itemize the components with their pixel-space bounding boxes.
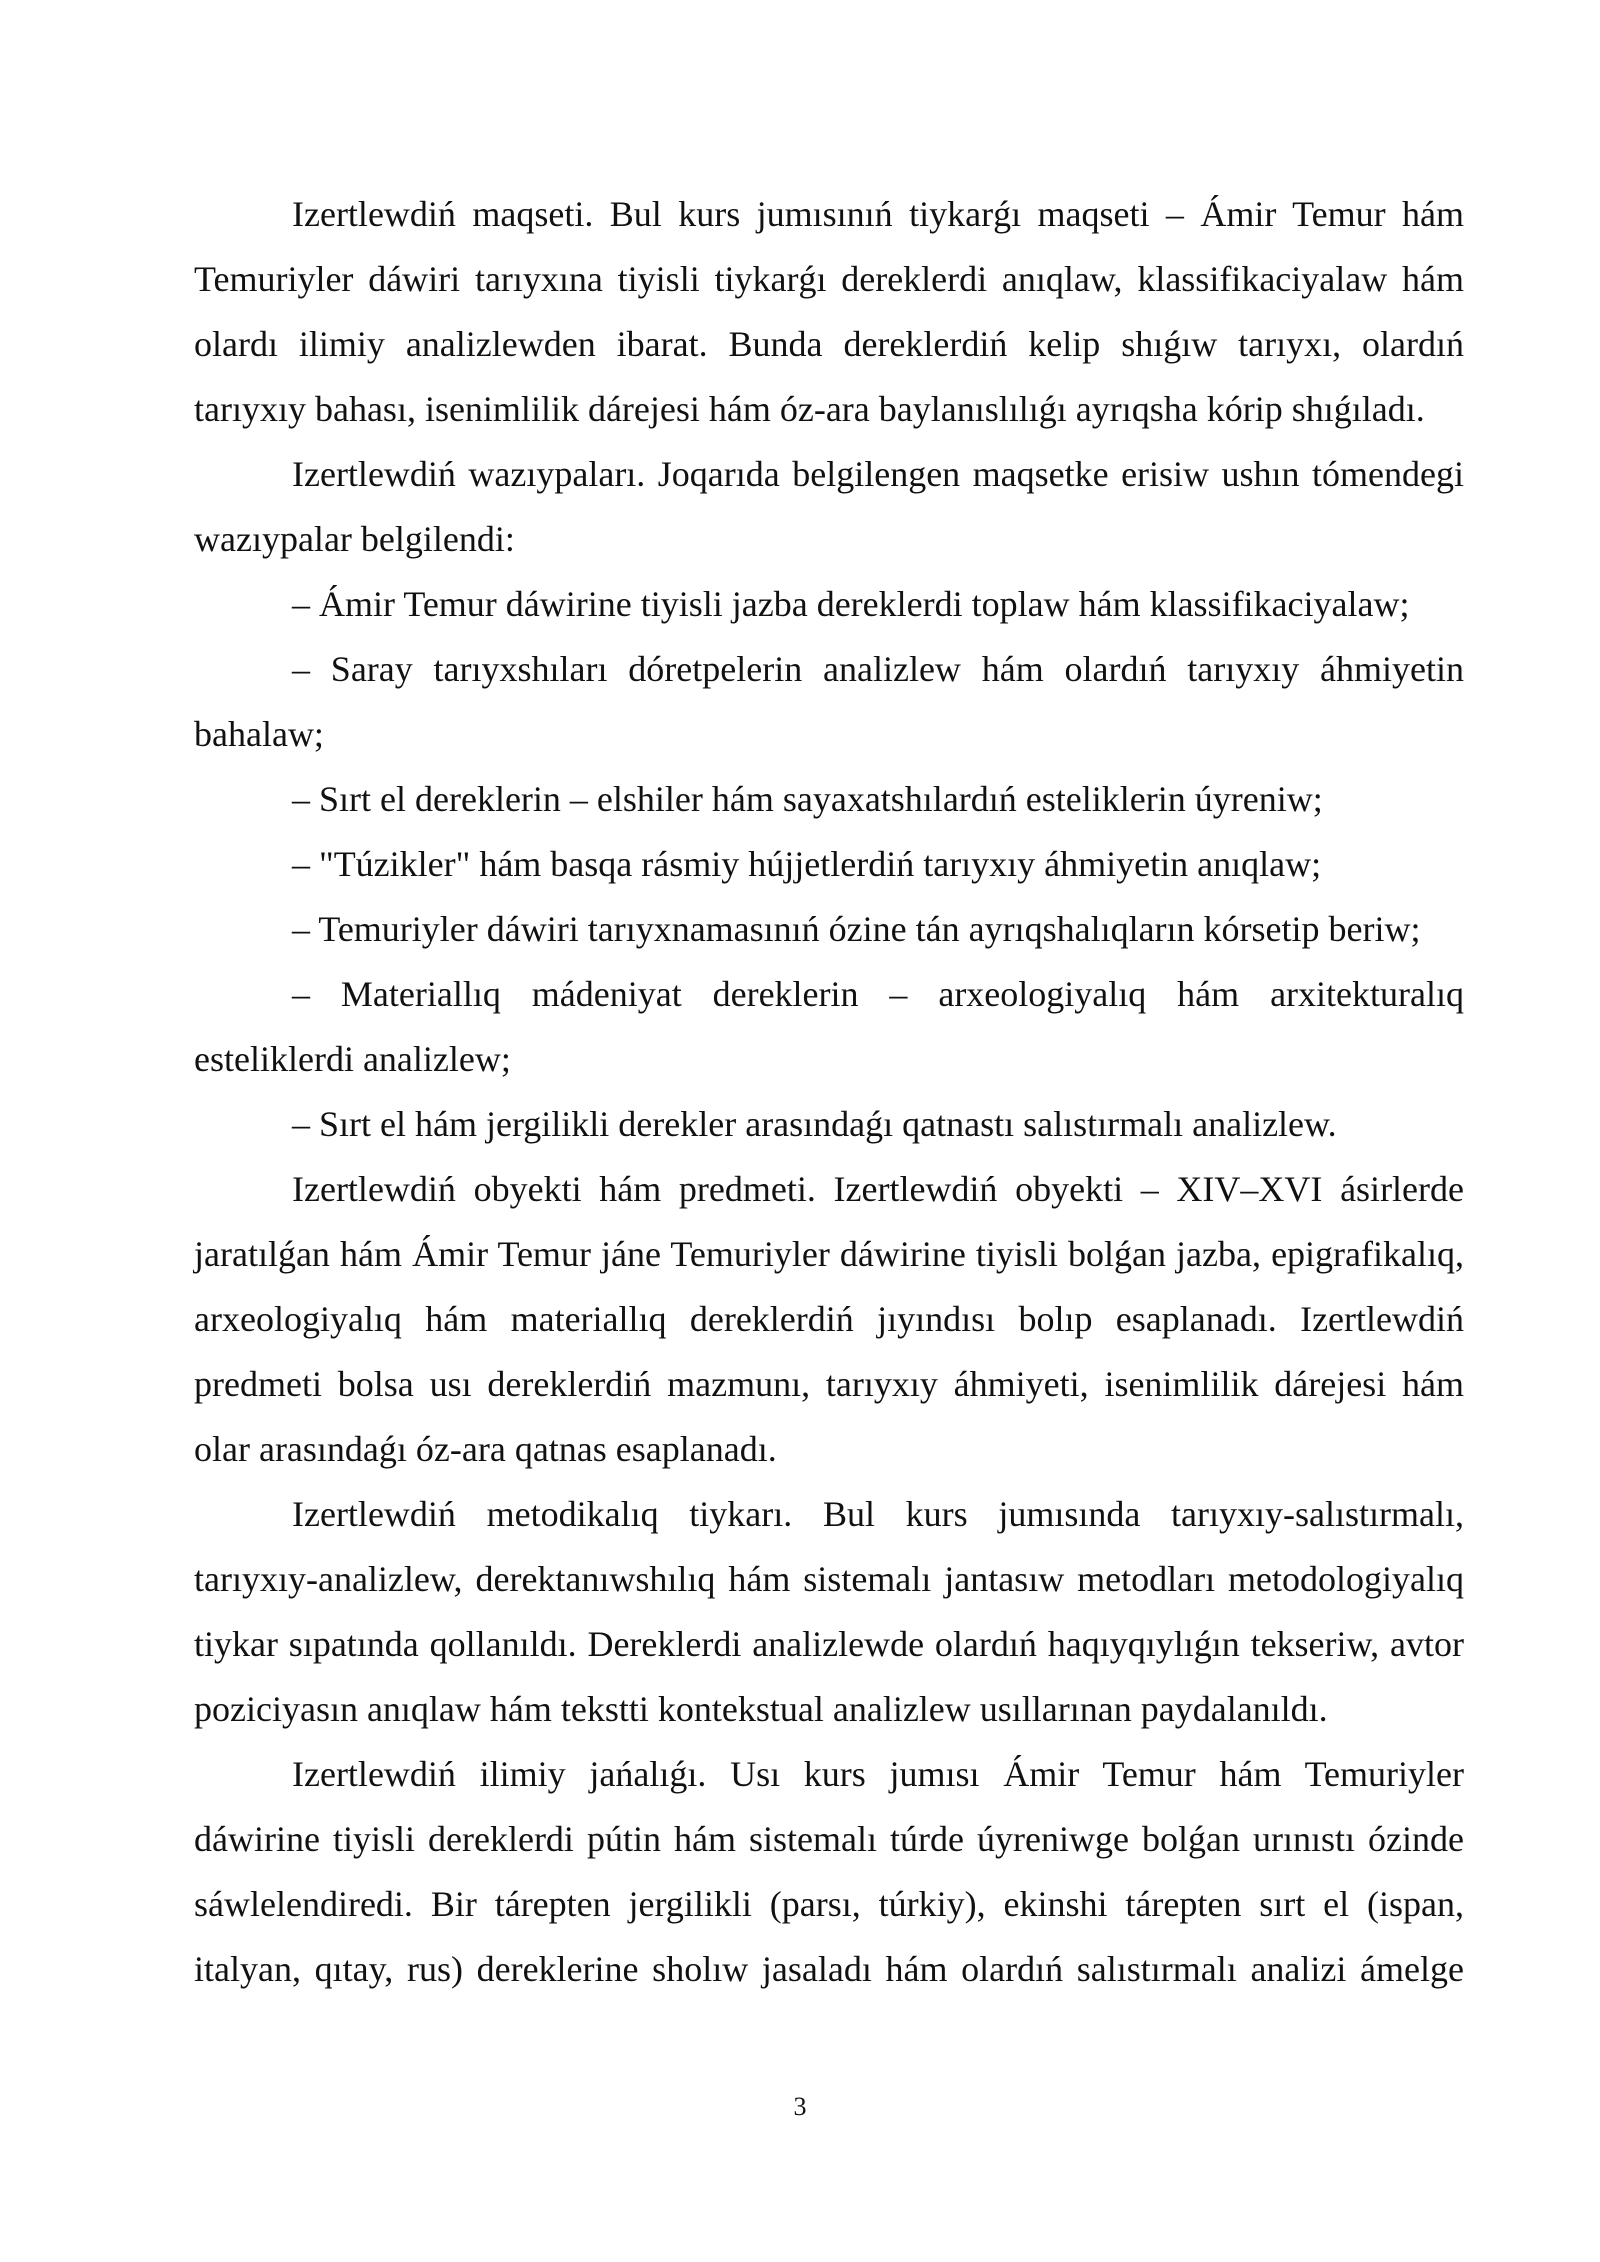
list-item-task-2: – Saray tarıyxshıları dóretpelerin analizlew hám olardıń tarıyxıy áhmiyetin bahalaw;: [194, 649, 1464, 754]
paragraph-research-goal: Izertlewdiń maqseti. Bul kurs jumısınıń tiykarǵı maqseti – Ámir Temur hám Temuriyler dáwiri tarıyxına tiyisli tiykarǵı dereklerdi anıqlaw, klassifikaciyalaw hám olardı ilimiy analizlewden ibarat. Bunda dereklerdiń kelip shıǵıw tarıyxı, olardıń tarıyxıy bahası, isenimlilik dárejesi hám óz-ara baylanıslılıǵı ayrıqsha kórip shıǵıladı.: [194, 194, 1464, 429]
page-body: [194, 182, 1464, 2002]
paragraph-object-subject: Izertlewdiń obyekti hám predmeti. Izertlewdiń obyekti – XIV–XVI ásirlerde jaratılǵan hám Ámir Temur jáne Temuriyler dáwirine tiyisli bolǵan jazba, epigrafikalıq, arxeologiyalıq hám materiallıq dereklerdiń jıyındısı bolıp esaplanadı. Izertlewdiń predmeti bolsa usı dereklerdiń mazmunı, tarıyxıy áhmiyeti, isenimlilik dárejesi hám olar arasındaǵı óz-ara qatnas esaplanadı.: [194, 1169, 1464, 1469]
list-item-task-6: – Materiallıq mádeniyat dereklerin – arxeologiyalıq hám arxitekturalıq esteliklerdi analizlew;: [194, 974, 1464, 1079]
list-item-task-3: – Sırt el dereklerin – elshiler hám sayaxatshılardıń esteliklerin úyreniw;: [292, 779, 1323, 819]
list-item-task-7: – Sırt el hám jergilikli derekler arasındaǵı qatnastı salıstırmalı analizlew.: [292, 1104, 1337, 1144]
list-item-task-4: – "Túzikler" hám basqa rásmiy hújjetlerdiń tarıyxıy áhmiyetin anıqlaw;: [292, 844, 1322, 884]
paragraph-scientific-novelty: Izertlewdiń ilimiy jańalıǵı. Usı kurs jumısı Ámir Temur hám Temuriyler dáwirine tiyisli dereklerdi pútin hám sistemalı túrde úyreniwge bolǵan urınıstı ózinde sáwlelendiredi. Bir tárepten jergilikli (parsı, túrkiy), ekinshi tárepten sırt el (ispan, italyan, qıtay, rus) dereklerine sholıw jasaladı hám olardıń salıstırmalı analizi ámelge: [194, 1754, 1464, 1989]
list-item-task-1: – Ámir Temur dáwirine tiyisli jazba dereklerdi toplaw hám klassifikaciyalaw;: [292, 584, 1410, 624]
paragraph-methodology: Izertlewdiń metodikalıq tiykarı. Bul kurs jumısında tarıyxıy-salıstırmalı, tarıyxıy-analizlew, derektanıwshılıq hám sistemalı jantasıw metodları metodologiyalıq tiykar sıpatında qollanıldı. Dereklerdi analizlewde olardıń haqıyqıylıǵın tekseriw, avtor poziciyasın anıqlaw hám tekstti kontekstual analizlew usıllarınan paydalanıldı.: [194, 1494, 1464, 1729]
page-number: 3: [793, 2092, 807, 2121]
paragraph-research-tasks: Izertlewdiń wazıypaları. Joqarıda belgilengen maqsetke erisiw ushın tómendegi wazıypalar belgilendi:: [194, 454, 1464, 559]
list-item-task-5: – Temuriyler dáwiri tarıyxnamasınıń ózine tán ayrıqshalıqların kórsetip beriw;: [292, 909, 1421, 949]
